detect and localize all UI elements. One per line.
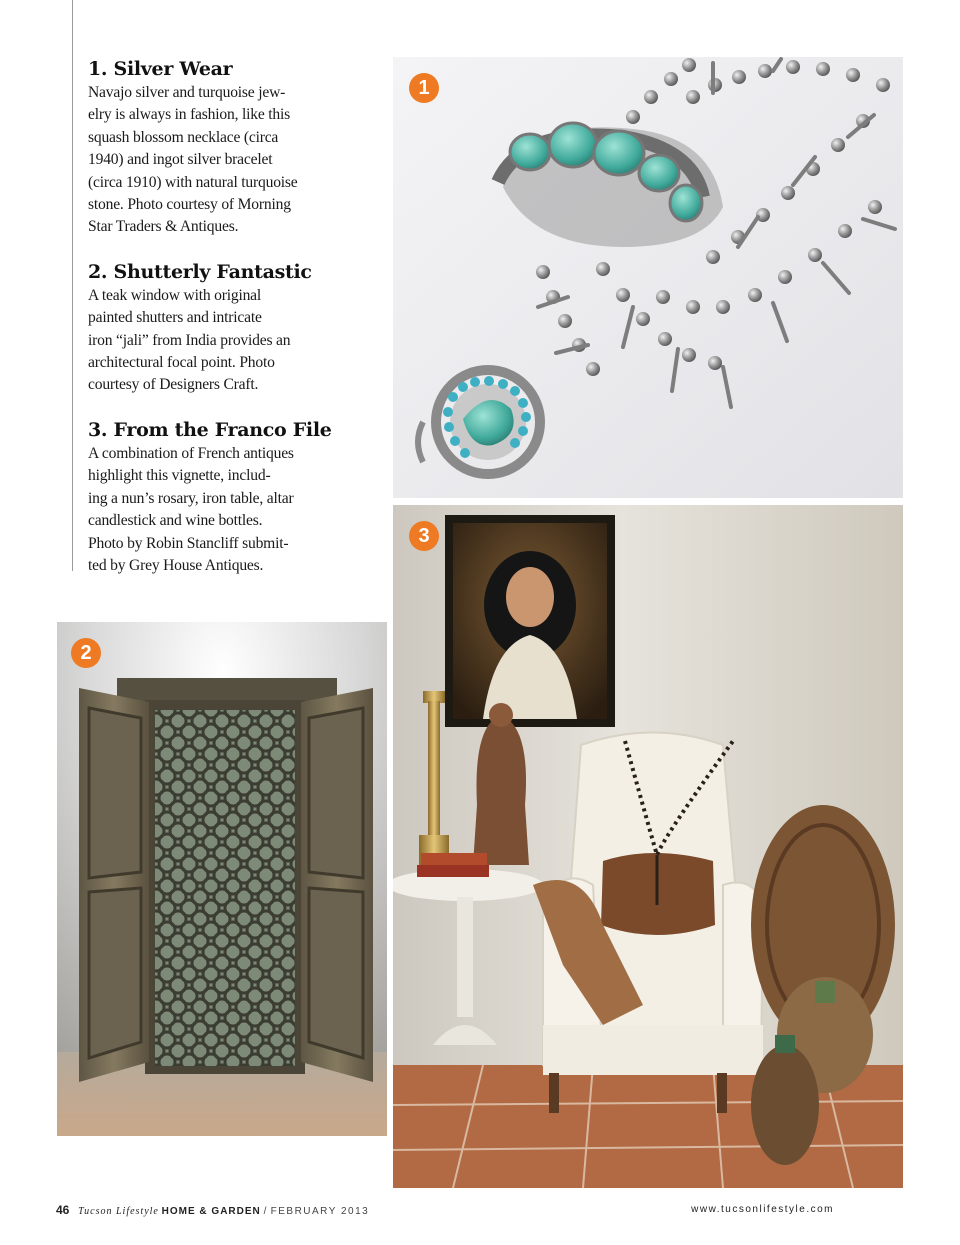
- window-illustration-icon: [57, 622, 387, 1136]
- body-line: architectural focal point. Photo: [88, 354, 275, 372]
- item-heading: 3. From the Franco File: [88, 418, 332, 441]
- vignette-photo: [393, 505, 903, 1188]
- body-line: squash blossom necklace (circa: [88, 128, 279, 146]
- item-franco-file: [88, 417, 338, 577]
- body-line: ing a nun’s rosary, iron table, altar: [88, 489, 294, 507]
- body-line: courtesy of Designers Craft.: [88, 376, 259, 394]
- magazine-name: Tucson Lifestyle: [78, 1206, 159, 1217]
- body-line: 1940) and ingot silver bracelet: [88, 151, 273, 169]
- item-shutterly-fantastic: [88, 259, 338, 397]
- column-divider-rule: [72, 0, 73, 571]
- body-line: candlestick and wine bottles.: [88, 512, 263, 530]
- item-body: [88, 443, 338, 577]
- body-line: elry is always in fashion, like this: [88, 106, 290, 124]
- necklace-illustration-icon: [393, 57, 903, 498]
- photo-number-badge: 3: [409, 521, 439, 551]
- body-line: Navajo silver and turquoise jew-: [88, 84, 286, 101]
- footer-url[interactable]: www.tucsonlifestyle.com: [691, 1204, 834, 1215]
- item-heading: 2. Shutterly Fantastic: [88, 260, 312, 283]
- body-line: ted by Grey House Antiques.: [88, 556, 264, 574]
- body-line: highlight this vignette, includ-: [88, 467, 271, 485]
- body-line: Photo by Robin Stancliff submit-: [88, 534, 289, 552]
- photo-number-badge: 1: [409, 73, 439, 103]
- body-line: Star Traders & Antiques.: [88, 218, 239, 236]
- page-number: 46: [56, 1203, 70, 1217]
- footer-separator: /: [263, 1206, 268, 1217]
- item-heading: 1. Silver Wear: [88, 58, 233, 80]
- item-body: [88, 82, 338, 239]
- body-line: A combination of French antiques: [88, 444, 294, 462]
- photo-number-badge: 2: [71, 638, 101, 668]
- article-text-column: [88, 56, 338, 597]
- item-body: [88, 285, 338, 397]
- window-photo: [57, 622, 387, 1136]
- section-name: HOME & GARDEN: [161, 1206, 261, 1217]
- vignette-illustration-icon: [393, 505, 903, 1188]
- necklace-photo: [393, 57, 903, 498]
- item-silver-wear: [88, 56, 338, 239]
- issue-date: FEBRUARY 2013: [270, 1206, 370, 1217]
- body-line: A teak window with original: [88, 286, 262, 304]
- body-line: stone. Photo courtesy of Morning: [88, 196, 291, 214]
- body-line: iron “jali” from India provides an: [88, 331, 291, 349]
- body-line: painted shutters and intricate: [88, 309, 262, 327]
- body-line: (circa 1910) with natural turquoise: [88, 173, 298, 191]
- page-footer-left: [56, 1203, 369, 1217]
